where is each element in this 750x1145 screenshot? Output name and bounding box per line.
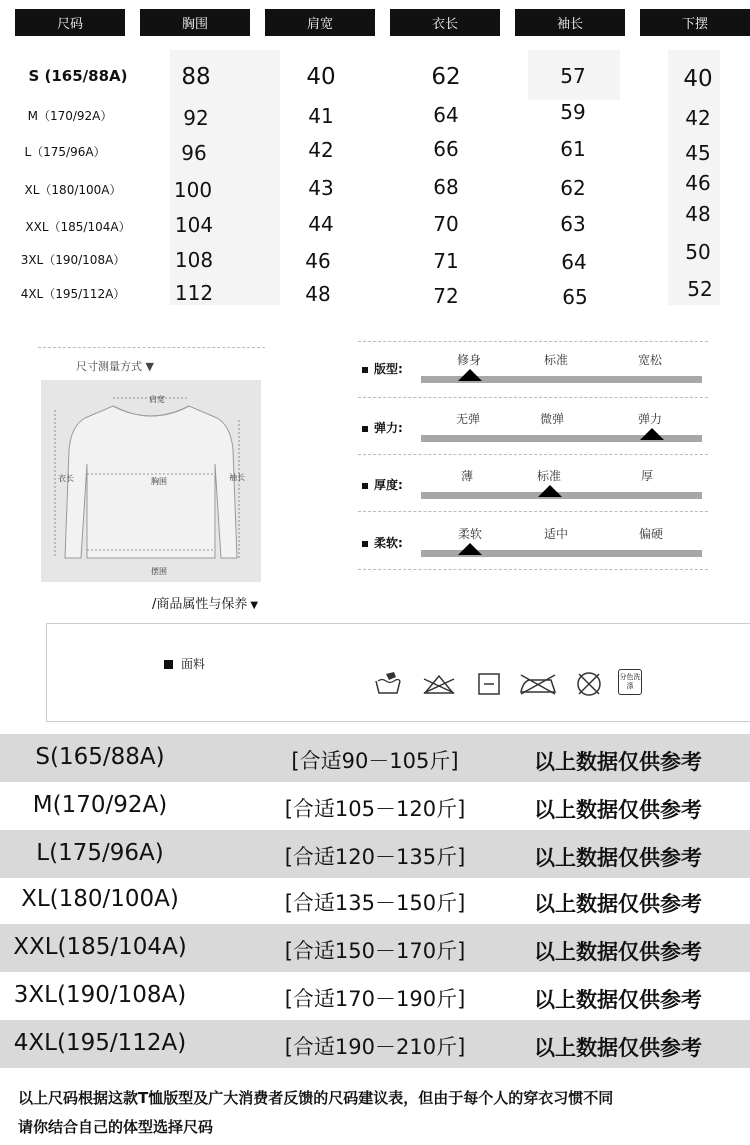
chest-label: 胸围	[151, 477, 167, 486]
chest-value: 92	[183, 106, 209, 130]
fit-row	[0, 972, 750, 1020]
shoulder-value: 44	[308, 212, 334, 236]
fit-row	[0, 876, 750, 924]
fit-size: S(165/88A)	[35, 744, 165, 770]
shoulder-label: 肩宽	[149, 395, 165, 404]
fit-size: 4XL(195/112A)	[13, 1030, 187, 1056]
sleeve-value: 62	[560, 176, 586, 200]
fit-row	[0, 1020, 750, 1068]
header-shoulder: 肩宽	[265, 9, 375, 36]
fit-size: XL(180/100A)	[21, 886, 179, 912]
no-iron-icon	[517, 672, 559, 696]
no-dry-clean-icon	[575, 671, 603, 697]
hem-value: 48	[685, 202, 711, 226]
size-label: XXL（185/104A）	[25, 220, 131, 234]
fit-size: M(170/92A)	[32, 792, 168, 818]
attr-option: 厚	[640, 469, 653, 483]
sleeve-value: 59	[560, 100, 586, 124]
size-label: 3XL（190/108A）	[20, 253, 126, 267]
hem-value: 45	[685, 141, 711, 165]
shoulder-value: 40	[306, 64, 336, 90]
header-sleeve: 袖长	[515, 9, 625, 36]
attr-option: 无弹	[455, 412, 480, 426]
divider	[358, 397, 708, 398]
footer-note-line1: 以上尺码根据这款T恤版型及广大消费者反馈的尺码建议表，但由于每个人的穿衣习惯不同	[18, 1089, 614, 1107]
attr-option: 弹力	[637, 412, 662, 426]
size-label: L（175/96A）	[24, 145, 106, 159]
length-value: 71	[433, 249, 459, 273]
fit-range: [合适190－210斤]	[284, 1035, 466, 1059]
chest-value: 96	[181, 141, 207, 165]
shoulder-value: 43	[308, 176, 334, 200]
fit-note: 以上数据仅供参考	[534, 798, 702, 822]
sleeve-value: 63	[560, 212, 586, 236]
fit-row	[0, 734, 750, 782]
care-section-title: /商品属性与保养 ▼	[152, 597, 259, 612]
fit-note: 以上数据仅供参考	[534, 750, 702, 774]
fit-size: XXL(185/104A)	[13, 934, 187, 960]
fit-size: L(175/96A)	[36, 840, 164, 866]
attr-option: 偏硬	[638, 527, 663, 541]
attr-thickness-label: 厚度:	[362, 476, 403, 493]
hand-wash-icon	[374, 671, 402, 695]
tumble-dry-icon	[477, 672, 501, 696]
fit-range: [合适170－190斤]	[284, 987, 466, 1011]
attr-fit-label: 版型:	[362, 360, 403, 377]
sleeve-value: 57	[560, 64, 586, 88]
attr-softness-label: 柔软:	[362, 534, 403, 551]
hem-label: 摆围	[151, 567, 167, 576]
sleeve-label: 袖长	[229, 473, 245, 482]
attr-option: 柔软	[457, 527, 482, 541]
fit-note: 以上数据仅供参考	[534, 1036, 702, 1060]
shoulder-value: 41	[308, 104, 334, 128]
attr-thickness-indicator	[538, 485, 562, 497]
size-label: XL（180/100A）	[24, 183, 122, 197]
fit-note: 以上数据仅供参考	[534, 846, 702, 870]
chest-value: 100	[173, 178, 213, 202]
hem-value: 42	[685, 106, 711, 130]
size-label: M（170/92A）	[27, 109, 113, 123]
fit-range: [合适120－135斤]	[284, 845, 466, 869]
chest-value: 112	[174, 281, 214, 305]
length-value: 70	[433, 212, 459, 236]
attr-stretch-label: 弹力:	[362, 419, 403, 436]
fit-range: [合适90－105斤]	[291, 749, 459, 773]
double-chevron-down-icon: ▼	[250, 600, 259, 611]
attr-option: 标准	[543, 353, 568, 367]
attr-option: 适中	[543, 527, 568, 541]
fit-range: [合适150－170斤]	[284, 939, 466, 963]
divider	[38, 347, 265, 348]
no-bleach-icon	[421, 673, 457, 695]
attr-option: 标准	[536, 469, 561, 483]
attr-fit-indicator	[458, 369, 482, 381]
shoulder-value: 48	[305, 282, 331, 306]
fit-range: [合适135－150斤]	[284, 891, 466, 915]
divider	[358, 341, 708, 342]
length-value: 62	[431, 64, 461, 90]
sleeve-value: 61	[560, 137, 586, 161]
footer-note-line2: 请你结合自己的体型选择尺码	[18, 1118, 214, 1136]
length-value: 68	[433, 175, 459, 199]
square-bullet-icon	[164, 660, 173, 669]
length-label: 衣长	[58, 474, 74, 483]
attr-option: 修身	[456, 353, 481, 367]
chest-value: 108	[174, 248, 214, 272]
length-value: 64	[433, 103, 459, 127]
length-value: 66	[433, 137, 459, 161]
sleeve-value: 64	[561, 250, 587, 274]
shoulder-value: 42	[308, 138, 334, 162]
fit-note: 以上数据仅供参考	[534, 940, 702, 964]
fit-note: 以上数据仅供参考	[534, 892, 702, 916]
shoulder-value: 46	[305, 249, 331, 273]
divider	[358, 511, 708, 512]
fit-row	[0, 924, 750, 972]
measure-title: 尺寸测量方式 ▼	[76, 360, 154, 373]
attr-option: 薄	[460, 469, 473, 483]
fit-row	[0, 782, 750, 830]
hem-value: 46	[685, 171, 711, 195]
hem-value: 52	[687, 277, 713, 301]
attr-softness-indicator	[458, 543, 482, 555]
fit-row	[0, 830, 750, 878]
fit-size: 3XL(190/108A)	[13, 982, 187, 1008]
size-label: 4XL（195/112A）	[20, 287, 126, 301]
tshirt-diagram	[41, 380, 261, 582]
hem-value: 50	[685, 240, 711, 264]
header-length: 衣长	[390, 9, 500, 36]
chest-value: 88	[181, 64, 211, 90]
chest-value: 104	[174, 213, 214, 237]
header-hem: 下摆	[640, 9, 750, 36]
fit-range: [合适105－120斤]	[284, 797, 466, 821]
size-label: S (165/88A)	[28, 67, 128, 85]
attr-stretch-indicator	[640, 428, 664, 440]
divider	[358, 454, 708, 455]
wash-separately-icon: 分色洗涤	[618, 669, 642, 695]
header-chest: 胸围	[140, 9, 250, 36]
sleeve-value: 65	[562, 285, 588, 309]
header-size: 尺码	[15, 9, 125, 36]
attr-option: 宽松	[637, 353, 662, 367]
fabric-label: 面料	[164, 655, 205, 672]
hem-value: 40	[683, 66, 713, 92]
attr-option: 微弹	[539, 412, 564, 426]
fit-note: 以上数据仅供参考	[534, 988, 702, 1012]
care-box	[46, 623, 750, 722]
divider	[358, 569, 708, 570]
length-value: 72	[433, 284, 459, 308]
